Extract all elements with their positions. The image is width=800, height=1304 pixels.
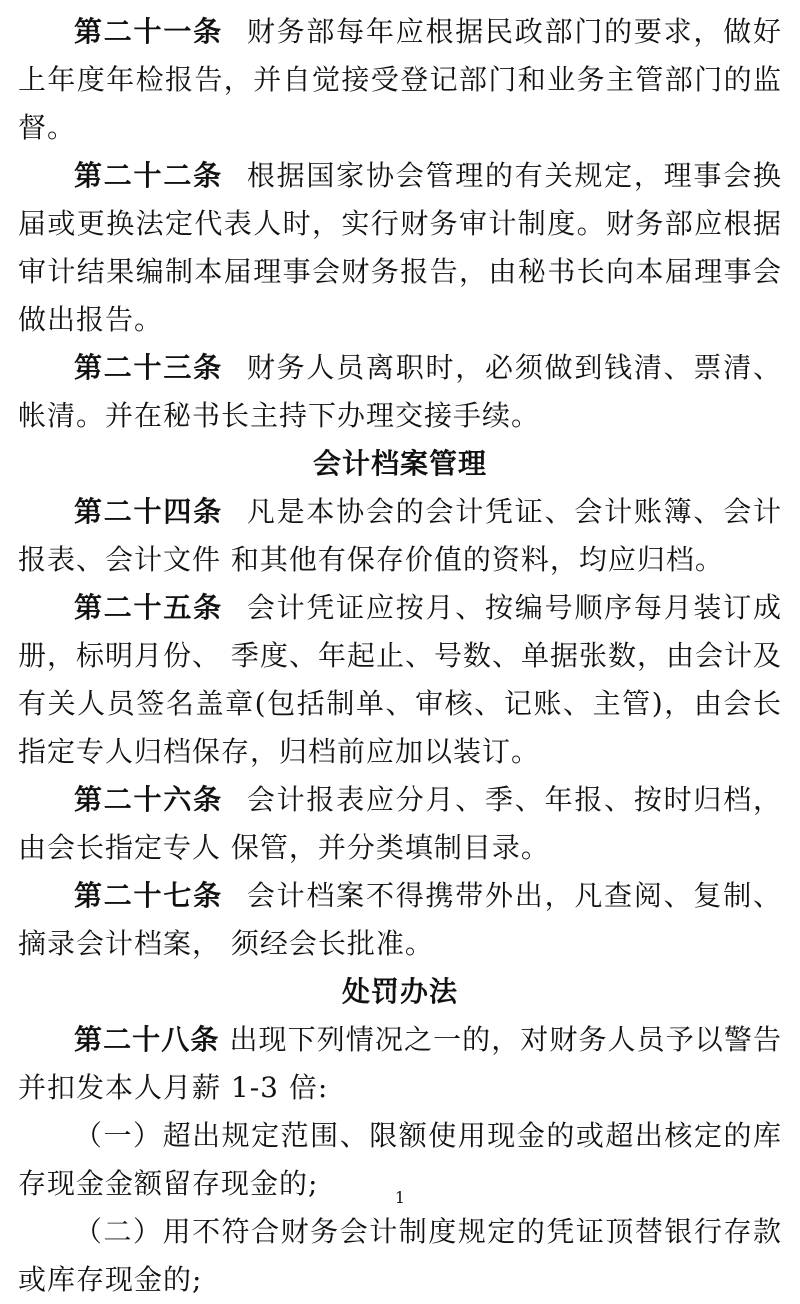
article-28-label: 第二十八条 bbox=[74, 1023, 220, 1056]
article-23-label: 第二十三条 bbox=[74, 351, 223, 384]
article-21 bbox=[18, 8, 782, 152]
document-body bbox=[18, 8, 782, 1304]
article-25 bbox=[18, 584, 782, 776]
article-24-label: 第二十四条 bbox=[74, 495, 223, 528]
article-22 bbox=[18, 152, 782, 344]
section-heading-penalties: 处罚办法 bbox=[341, 975, 458, 1008]
article-22-text: 根据国家协会管理的有关规定，理事会换届或更换法定代表人时，实行财务审计制度。财务部应根据审计结果编制本届理事会财务报告，由秘书长向本届理事会做出报告。 bbox=[18, 159, 782, 336]
article-28 bbox=[18, 1016, 782, 1112]
article-23-text: 财务人员离职时，必须做到钱清、票清、帐清。并在秘书长主持下办理交接手续。 bbox=[18, 351, 782, 432]
article-21-label: 第二十一条 bbox=[74, 15, 223, 48]
article-26-text: 会计报表应分月、季、年报、按时归档，由会长指定专人 保管，并分类填制目录。 bbox=[18, 783, 782, 864]
section-heading-accounting-archives: 会计档案管理 bbox=[312, 447, 487, 480]
article-26-label: 第二十六条 bbox=[74, 783, 223, 816]
article-21-text: 财务部每年应根据民政部门的要求，做好上年度年检报告，并自觉接受登记部门和业务主管部门的监督。 bbox=[18, 15, 782, 144]
article-27-text: 会计档案不得携带外出，凡查阅、复制、摘录会计档案， 须经会长批准。 bbox=[18, 879, 782, 960]
clause-2: （二）用不符合财务会计制度规定的凭证顶替银行存款或库存现金的; bbox=[18, 1215, 782, 1296]
page-number: 1 bbox=[394, 1188, 406, 1207]
article-28-text: 出现下列情况之一的，对财务人员予以警告并扣发本人月薪 1-3 倍: bbox=[18, 1023, 782, 1104]
article-23 bbox=[18, 344, 782, 440]
article-27-label: 第二十七条 bbox=[74, 879, 223, 912]
article-27 bbox=[18, 872, 782, 968]
article-25-label: 第二十五条 bbox=[74, 591, 223, 624]
article-25-text: 会计凭证应按月、按编号顺序每月装订成册，标明月份、 季度、年起止、号数、单据张数，由会计及有关人员签名盖章(包括制单、审核、记账、主管)，由会长指定专人归档保存，归档前应加以装订。 bbox=[18, 591, 782, 768]
clause-1: （一）超出规定范围、限额使用现金的或超出核定的库存现金金额留存现金的; bbox=[18, 1119, 782, 1200]
article-24 bbox=[18, 488, 782, 584]
article-22-label: 第二十二条 bbox=[74, 159, 223, 192]
article-24-text: 凡是本协会的会计凭证、会计账簿、会计报表、会计文件 和其他有保存价值的资料，均应归档。 bbox=[18, 495, 782, 576]
article-26 bbox=[18, 776, 782, 872]
